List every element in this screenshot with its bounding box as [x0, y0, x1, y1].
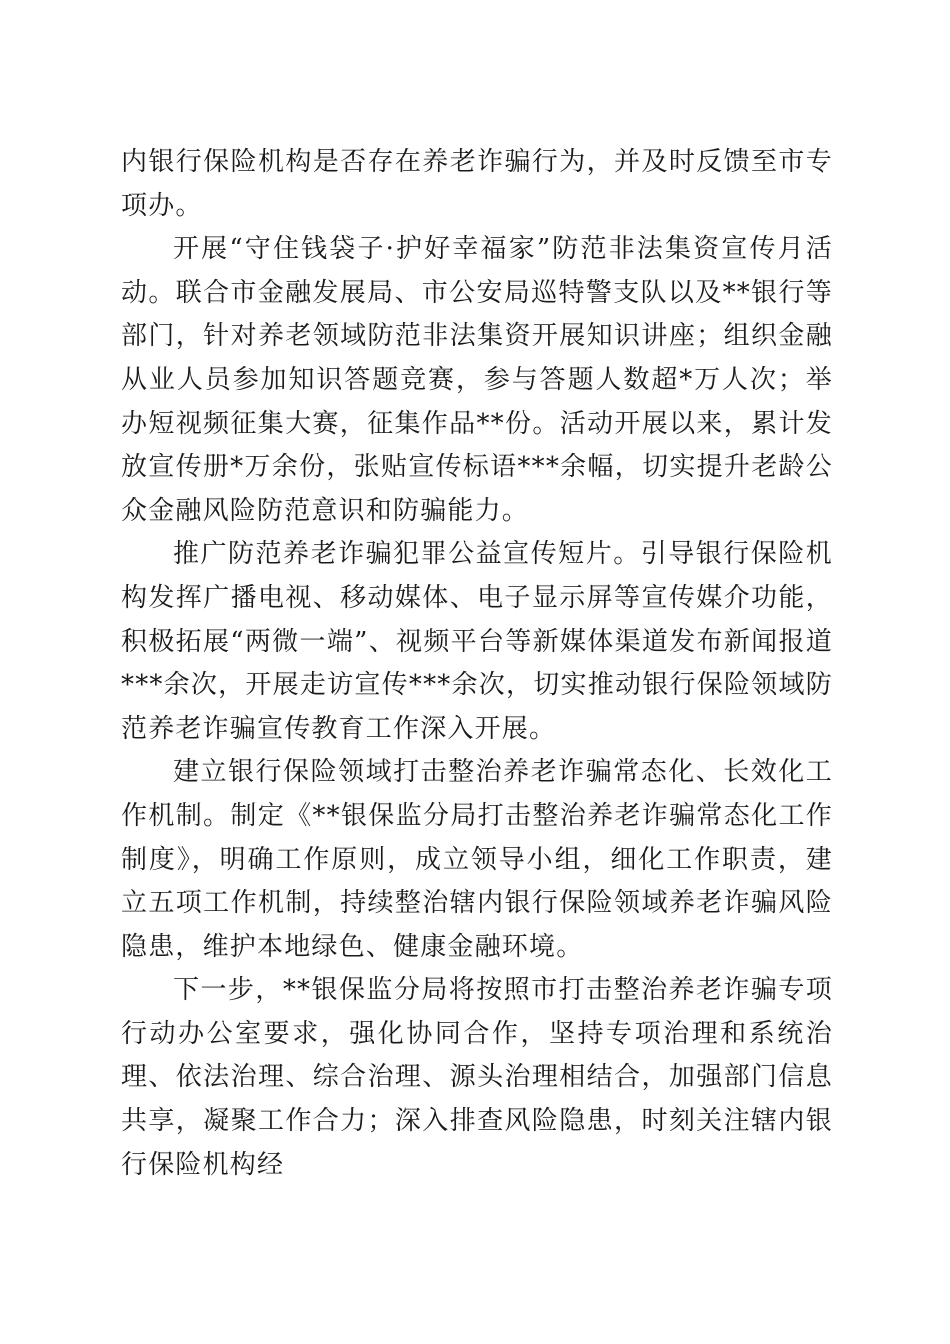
- paragraph-work-mechanism: 建立银行保险领域打击整治养老诈骗常态化、长效化工作机制。制定《**银保监分局打击整治养老诈骗常态化工作制度》，明确工作原则，成立领导小组，细化工作职责，建立五项工作机制，持续整治辖内银行保险领域养老诈骗风险隐患，维护本地绿色、健康金融环境。: [121, 757, 833, 962]
- paragraph-promo-video: 推广防范养老诈骗犯罪公益宣传短片。引导银行保险机构发挥广播电视、移动媒体、电子显示屏等宣传媒介功能，积极拓展“两微一端”、视频平台等新媒体渠道发布新闻报道***余次，开展走访宣传***余次，切实推动银行保险领域防范养老诈骗宣传教育工作深入开展。: [121, 539, 833, 744]
- paragraph-next-steps: 下一步，**银保监分局将按照市打击整治养老诈骗专项行动办公室要求，强化协同合作，坚持专项治理和系统治理、依法治理、综合治理、源头治理相结合，加强部门信息共享，凝聚工作合力；深入排查风险隐患，时刻关注辖内银行保险机构经: [121, 975, 833, 1180]
- paragraph-publicity-month: 开展“守住钱袋子·护好幸福家”防范非法集资宣传月活动。联合市金融发展局、市公安局巡特警支队以及**银行等部门，针对养老领域防范非法集资开展知识讲座；组织金融从业人员参加知识答题竞赛，参与答题人数超*万人次；举办短视频征集大赛，征集作品**份。活动开展以来，累计发放宣传册*万余份，张贴宣传标语***余幅，切实提升老龄公众金融风险防范意识和防骗能力。: [121, 234, 833, 526]
- document-body: [121, 141, 833, 1187]
- paragraph-continuation: 内银行保险机构是否存在养老诈骗行为，并及时反馈至市专项办。: [121, 147, 833, 221]
